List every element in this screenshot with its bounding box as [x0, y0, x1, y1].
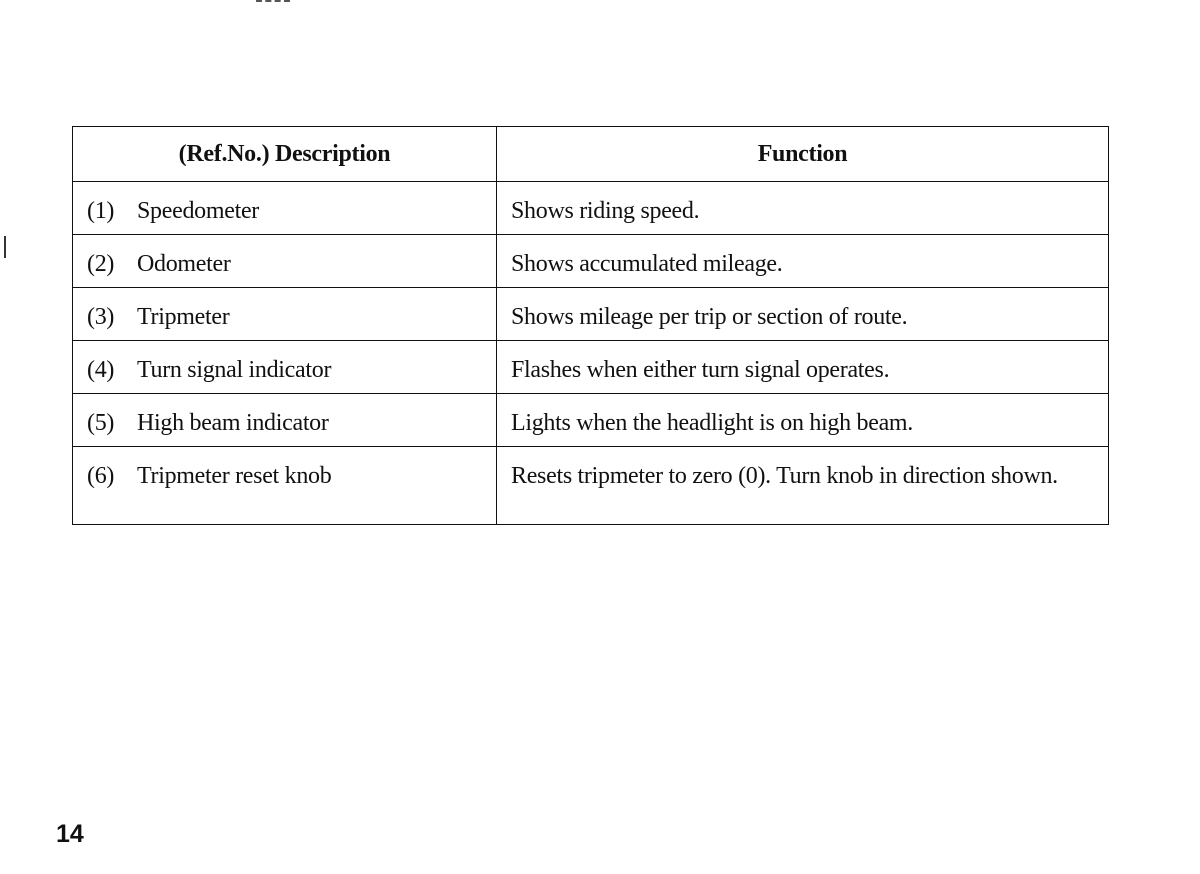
ref-number: (6): [87, 463, 115, 489]
function-text: Shows mileage per trip or section of route.: [511, 304, 908, 330]
table-header-row: [73, 127, 1109, 182]
ref-number: (5): [87, 410, 115, 436]
table-row: [73, 341, 1109, 394]
ref-number: (2): [87, 251, 115, 277]
ref-number: (3): [87, 304, 115, 330]
function-cell: [497, 341, 1109, 394]
scan-mark-top: [256, 0, 290, 5]
description-text: Tripmeter: [137, 304, 230, 330]
table-row: [73, 235, 1109, 288]
function-text: Resets tripmeter to zero (0). Turn knob in direction shown.: [511, 463, 1058, 489]
table-row: [73, 182, 1109, 235]
function-cell: [497, 182, 1109, 235]
table-row: [73, 447, 1109, 525]
table-row: [73, 288, 1109, 341]
function-column-header: Function: [497, 127, 1109, 182]
page-number: 14: [56, 820, 84, 848]
description-cell: [73, 288, 497, 341]
function-text: Shows accumulated mileage.: [511, 251, 783, 277]
description-cell: [73, 447, 497, 525]
description-cell: [73, 235, 497, 288]
function-text: Shows riding speed.: [511, 198, 700, 224]
scan-mark-left: [4, 236, 6, 258]
ref-number: (4): [87, 357, 115, 383]
instrument-function-table: [72, 126, 1109, 525]
function-text: Flashes when either turn signal operates.: [511, 357, 890, 383]
function-text: Lights when the headlight is on high beam.: [511, 410, 913, 436]
function-cell: [497, 235, 1109, 288]
description-text: Odometer: [137, 251, 231, 277]
function-cell: [497, 394, 1109, 447]
description-cell: [73, 341, 497, 394]
description-cell: [73, 394, 497, 447]
description-text: Turn signal indicator: [137, 357, 332, 383]
ref-number: (1): [87, 198, 115, 224]
description-text: Speedometer: [137, 198, 259, 224]
description-cell: [73, 182, 497, 235]
description-text: Tripmeter reset knob: [137, 463, 332, 489]
description-text: High beam indicator: [137, 410, 329, 436]
description-column-header: (Ref.No.) Description: [73, 127, 497, 182]
function-cell: [497, 447, 1109, 525]
function-cell: [497, 288, 1109, 341]
table-row: [73, 394, 1109, 447]
